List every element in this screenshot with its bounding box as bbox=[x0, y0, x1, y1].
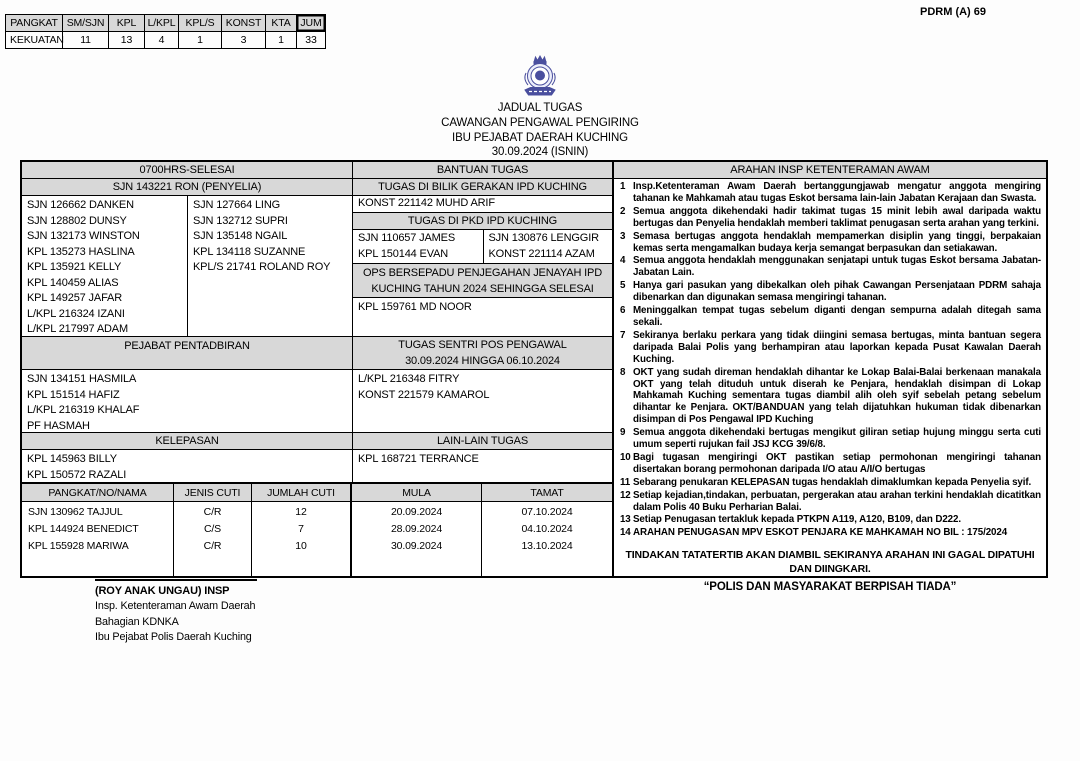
doc-subtitle-office: IBU PEJABAT DAERAH KUCHING bbox=[452, 131, 628, 144]
form-code: PDRM (A) 69 bbox=[920, 6, 987, 18]
officer-name: KPL 150572 RAZALI bbox=[27, 468, 127, 481]
officer-name: KPL 150144 EVAN bbox=[358, 247, 449, 260]
strength-header-cell: KTA bbox=[266, 15, 297, 32]
arahan-item bbox=[617, 527, 1041, 539]
arahan-item bbox=[617, 206, 1041, 230]
officer-name: SJN 132173 WINSTON bbox=[27, 230, 140, 243]
officer-name: KPL 135273 HASLINA bbox=[27, 245, 135, 258]
arahan-item bbox=[617, 255, 1041, 279]
strength-table bbox=[5, 14, 326, 49]
police-crest-icon bbox=[514, 53, 566, 101]
officer-name: L/KPL 217997 ADAM bbox=[27, 323, 128, 336]
arahan-item bbox=[617, 514, 1041, 526]
leave-nama: KPL 144924 BENEDICT bbox=[28, 523, 139, 535]
arahan-item-text: Bagi tugasan mengiringi OKT pastikan setiap permohonan mengiringi tahanan disertakan borang permohonan daripada I/O atau A/I/O bertugas bbox=[633, 451, 1041, 475]
officer-name: KPL 140459 ALIAS bbox=[27, 276, 119, 289]
leave-col-mula bbox=[352, 502, 482, 576]
bilik-gerakan-name: KONST 221142 MUHD ARIF bbox=[353, 196, 612, 213]
strength-row-label: KEKUATAN bbox=[6, 32, 63, 49]
leave-jenis: C/R bbox=[203, 506, 222, 518]
leave-jumlah: 7 bbox=[298, 523, 304, 535]
officer-name: KPL 149257 JAFAR bbox=[27, 292, 123, 305]
officer-name: L/KPL 216319 KHALAF bbox=[27, 404, 140, 417]
arahan-item bbox=[617, 477, 1041, 489]
arahan-item-number: 8 bbox=[620, 366, 626, 378]
strength-value-cell: 33 bbox=[297, 32, 326, 49]
officer-name: KPL 145963 BILLY bbox=[27, 453, 117, 465]
warning-line1: TINDAKAN TATATERTIB AKAN DIAMBIL SEKIRANYA ARAHAN INI GAGAL DIPATUHI bbox=[625, 549, 1035, 562]
officer-name: KPL/S 21741 ROLAND ROY bbox=[193, 261, 331, 274]
arahan-item-text: Insp.Ketenteraman Awam Daerah bertanggungjawab mengatur anggota mengiring tahanan ke Mahkamah atau tugas Eskot bersama lain-lain Jabatan Kerajaan dan Swasta. bbox=[633, 181, 1041, 204]
leave-nama: KPL 155928 MARIWA bbox=[28, 540, 129, 552]
leave-tamat: 13.10.2024 bbox=[521, 540, 573, 552]
officer-name: L/KPL 216348 FITRY bbox=[358, 373, 460, 385]
doc-subtitle-branch: CAWANGAN PENGAWAL PENGIRING bbox=[441, 116, 639, 129]
bantuan-column bbox=[352, 162, 612, 482]
arahan-item-text: ARAHAN PENUGASAN MPV ESKOT PENJARA KE MAHKAMAH NO BIL : 175/2024 bbox=[633, 527, 1008, 539]
bilik-gerakan-header: TUGAS DI BILIK GERAKAN IPD KUCHING bbox=[353, 179, 612, 196]
strength-header-cell: KONST bbox=[222, 15, 266, 32]
strength-value-cell: 4 bbox=[145, 32, 179, 49]
arahan-item bbox=[617, 427, 1041, 451]
leave-tamat: 04.10.2024 bbox=[521, 523, 573, 535]
sentri-header bbox=[353, 337, 612, 370]
leave-table bbox=[22, 482, 612, 576]
arahan-item-number: 3 bbox=[620, 230, 626, 242]
arahan-list bbox=[614, 179, 1046, 540]
officer-name: KPL 134118 SUZANNE bbox=[193, 245, 306, 258]
leave-table-header-row bbox=[22, 484, 612, 502]
officer-name: SJN 110657 JAMES bbox=[358, 232, 456, 244]
strength-value-cell: 13 bbox=[109, 32, 145, 49]
arahan-column bbox=[614, 162, 1046, 594]
arahan-item-text: Sebarang penukaran KELEPASAN tugas hendaklah dimaklumkan kepada Penyelia syif. bbox=[633, 476, 1032, 488]
arahan-item bbox=[617, 280, 1041, 304]
officer-name: SJN 134151 HASMILA bbox=[27, 373, 137, 385]
strength-header-cell: KPL bbox=[109, 15, 145, 32]
arahan-item-text: Semua anggota hendaklah menggunakan senjatapi untuk tugas Eskot bersama Jabatan-Jabatan Lain. bbox=[633, 255, 1041, 279]
arahan-item-number: 7 bbox=[620, 329, 626, 341]
signatory-title2: Bahagian KDNKA bbox=[95, 615, 179, 628]
officer-name: SJN 126662 DANKEN bbox=[27, 199, 134, 211]
arahan-item-text: Setiap kejadian,tindakan, perbuatan, pergerakan atau arahan terkini hendaklah dicatitkan dalam Polis 40 Buku Perharian Balai. bbox=[633, 489, 1041, 513]
leave-tamat: 07.10.2024 bbox=[521, 506, 573, 518]
arahan-item-text: Setiap Penugasan tertakluk kepada PTKPN A119, A120, B109, dan D222. bbox=[633, 514, 961, 526]
shift-names-cell bbox=[22, 196, 352, 337]
warning-line2: DAN DIINGKARI. bbox=[789, 562, 871, 575]
leave-header-cell: MULA bbox=[352, 484, 482, 502]
doc-date: 30.09.2024 (ISNIN) bbox=[491, 146, 589, 159]
arahan-item-text: Semua anggota dikehendaki hadir takimat tugas 15 minit lebih awal daripada waktu bertugas dan Penyelia hendaklah memberi taklimat penugasan serta arahan yang terkini. bbox=[633, 205, 1041, 229]
ops-name: KPL 159761 MD NOOR bbox=[353, 298, 612, 337]
leave-mula: 20.09.2024 bbox=[390, 506, 443, 518]
disciplinary-warning bbox=[614, 549, 1046, 576]
leave-mula: 28.09.2024 bbox=[390, 523, 443, 535]
strength-value-cell: 1 bbox=[266, 32, 297, 49]
bantuan-header: BANTUAN TUGAS bbox=[353, 162, 612, 179]
strength-header-cell: KPL/S bbox=[179, 15, 222, 32]
pkd-header: TUGAS DI PKD IPD KUCHING bbox=[353, 213, 612, 230]
kelepasan-names-cell bbox=[22, 450, 352, 482]
leave-col-tamat bbox=[482, 502, 612, 576]
sentri-names-cell bbox=[353, 370, 612, 433]
leave-col-jenis bbox=[174, 502, 252, 576]
signature-line bbox=[95, 579, 257, 581]
leave-col-jumlah bbox=[252, 502, 352, 576]
strength-value-cell: 3 bbox=[222, 32, 266, 49]
strength-header-cell: JUM bbox=[297, 15, 326, 32]
officer-name: KONST 221114 AZAM bbox=[488, 247, 595, 260]
leave-header-cell: JUMLAH CUTI bbox=[252, 484, 352, 502]
leave-jenis: C/S bbox=[203, 523, 222, 535]
arahan-item-text: Sekiranya berlaku perkara yang tidak diingini semasa bertugas, minta bantuan segera daripada Balai Polis yang berhampiran atau laporkan kepada Pusat Kawalan Daerah Kuching. bbox=[633, 329, 1041, 365]
officer-name: KPL 135921 KELLY bbox=[27, 261, 122, 274]
document-heading bbox=[0, 101, 1080, 160]
arahan-item-text: Semasa bertugas anggota hendaklah mempamerkan disiplin yang tinggi, berpakaian kemas serta mengamalkan budaya kerja semangat berpasukan dan setiakawan. bbox=[633, 230, 1041, 254]
arahan-item-number: 12 bbox=[620, 489, 631, 501]
arahan-header: ARAHAN INSP KETENTERAMAN AWAM bbox=[614, 162, 1046, 179]
arahan-item bbox=[617, 490, 1041, 514]
leave-header-cell: PANGKAT/NO/NAMA bbox=[22, 484, 174, 502]
strength-value-row bbox=[6, 32, 326, 49]
arahan-item bbox=[617, 330, 1041, 366]
police-motto: “POLIS DAN MASYARAKAT BERPISAH TIADA” bbox=[703, 581, 957, 594]
arahan-item-number: 5 bbox=[620, 280, 626, 292]
arahan-item-number: 4 bbox=[620, 255, 626, 267]
sentri-header-line1: TUGAS SENTRI POS PENGAWAL bbox=[398, 339, 567, 351]
arahan-item-number: 2 bbox=[620, 205, 626, 217]
strength-header-cell: L/KPL bbox=[145, 15, 179, 32]
arahan-item-number: 6 bbox=[620, 305, 626, 317]
signature-block bbox=[95, 579, 257, 645]
ops-header: OPS BERSEPADU PENJEGAHAN JENAYAH IPD KUCHING TAHUN 2024 SEHINGGA SELESAI bbox=[353, 264, 612, 298]
officer-name: SJN 135148 NGAIL bbox=[193, 230, 288, 243]
officer-name: SJN 127664 LING bbox=[193, 199, 281, 211]
arahan-item-text: Hanya gari pasukan yang dibekalkan oleh pihak Cawangan Persenjataan PDRM sahaja dibenarkan dan digunakan semasa mengiringi tahanan. bbox=[633, 280, 1041, 304]
arahan-item-number: 14 bbox=[620, 527, 631, 539]
pentadbiran-names-cell bbox=[22, 370, 352, 433]
strength-header-row bbox=[6, 15, 326, 32]
pentadbiran-header: PEJABAT PENTADBIRAN bbox=[22, 337, 352, 370]
strength-value-cell: 1 bbox=[179, 32, 222, 49]
shift-column bbox=[22, 162, 352, 482]
arahan-item bbox=[617, 452, 1041, 476]
arahan-item-number: 10 bbox=[620, 451, 631, 463]
pkd-names-col1 bbox=[353, 230, 483, 263]
signatory-name: (ROY ANAK UNGAU) INSP bbox=[95, 585, 230, 597]
lain-header: LAIN-LAIN TUGAS bbox=[353, 433, 612, 450]
leave-jenis: C/R bbox=[203, 540, 222, 552]
arahan-item bbox=[617, 367, 1041, 427]
shift-supervisor: SJN 143221 RON (PENYELIA) bbox=[22, 179, 352, 196]
arahan-item-number: 13 bbox=[620, 514, 631, 526]
arahan-item bbox=[617, 181, 1041, 205]
arahan-item-text: Semua anggota dikehendaki bertugas mengikut giliran setiap hujung minggu serta cuti umum seperti rujukan fail JSJ KCG 39/6/8. bbox=[633, 427, 1041, 451]
arahan-item-number: 11 bbox=[620, 476, 631, 488]
pkd-names-col2 bbox=[483, 230, 613, 263]
leave-header-cell: TAMAT bbox=[482, 484, 612, 502]
officer-name: SJN 130876 LENGGIR bbox=[488, 232, 599, 244]
leave-header-cell: JENIS CUTI bbox=[174, 484, 252, 502]
leave-jumlah: 12 bbox=[295, 506, 307, 518]
pkd-names-cell bbox=[353, 230, 612, 264]
shift-header: 0700HRS-SELESAI bbox=[22, 162, 352, 179]
officer-name: SJN 128802 DUNSY bbox=[27, 214, 127, 227]
shift-names-col1 bbox=[22, 196, 187, 336]
officer-name: KONST 221579 KAMAROL bbox=[358, 388, 490, 401]
strength-header-cell: PANGKAT bbox=[6, 15, 63, 32]
kelepasan-header: KELEPASAN bbox=[22, 433, 352, 450]
arahan-item bbox=[617, 305, 1041, 329]
signatory-title3: Ibu Pejabat Polis Daerah Kuching bbox=[95, 630, 252, 643]
officer-name: PF HASMAH bbox=[27, 419, 90, 432]
sentri-header-line2: 30.09.2024 HINGGA 06.10.2024 bbox=[405, 355, 560, 367]
signatory-title1: Insp. Ketenteraman Awam Daerah bbox=[95, 600, 256, 613]
strength-value-cell: 11 bbox=[63, 32, 109, 49]
strength-header-cell: SM/SJN bbox=[63, 15, 109, 32]
arahan-item bbox=[617, 231, 1041, 255]
leave-col-nama bbox=[22, 502, 174, 576]
leave-mula: 30.09.2024 bbox=[390, 540, 443, 552]
officer-name: L/KPL 216324 IZANI bbox=[27, 307, 125, 320]
leave-nama: SJN 130962 TAJJUL bbox=[28, 506, 123, 518]
duty-table-left-block bbox=[22, 162, 614, 576]
officer-name: SJN 132712 SUPRI bbox=[193, 214, 288, 227]
doc-title: JADUAL TUGAS bbox=[497, 102, 583, 114]
officer-name: KPL 151514 HAFIZ bbox=[27, 388, 120, 401]
leave-jumlah: 10 bbox=[295, 540, 307, 552]
leave-table-body bbox=[22, 502, 612, 576]
arahan-item-text: OKT yang sudah direman hendaklah dihantar ke Lokap Balai-Balai berkenaan manakala OKT yang telah dituduh untuk diserah ke Penjara, hendaklah disimpan di Lokap Mahkamah Kuching sementara tugas diambil alih oleh syif sebelah petang sebelum dihantar ke Penjara. OKT/BANDUAN yang telah dijatuhkan hukuman tidak dibenarkan disimpan di Pos Pengawal IPD Kuching bbox=[633, 366, 1041, 426]
lain-name: KPL 168721 TERRANCE bbox=[358, 453, 479, 465]
arahan-item-number: 9 bbox=[620, 427, 626, 439]
arahan-item-number: 1 bbox=[620, 181, 626, 192]
shift-names-col2 bbox=[187, 196, 352, 336]
arahan-item-text: Meninggalkan tempat tugas sebelum diganti dengan sempurna adalah ditegah sama sekali. bbox=[633, 305, 1041, 328]
